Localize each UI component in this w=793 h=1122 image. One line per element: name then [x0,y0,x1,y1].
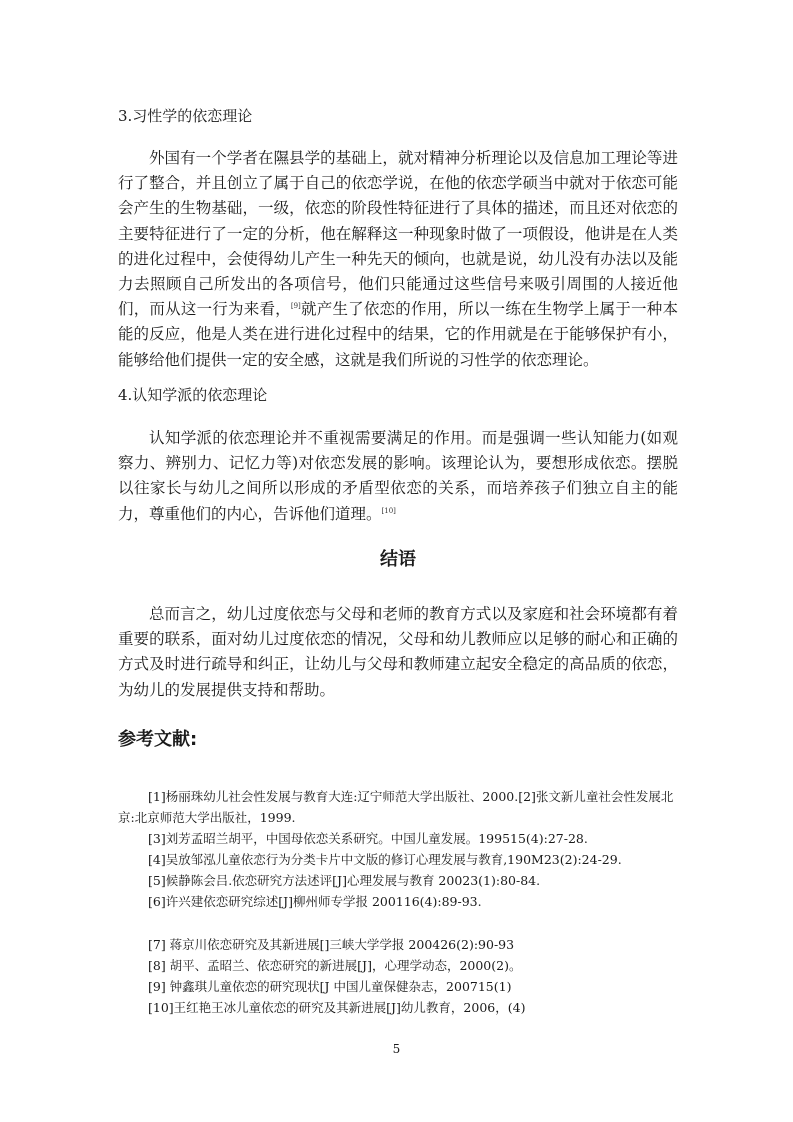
reference-item: [4]吴放邹泓儿童依恋行为分类卡片中文版的修订心理发展与教育,190M23(2):24-29. [148,852,622,867]
section-4-heading: 4.认知学派的依恋理论 [118,386,268,404]
conclusion-title: 结语 [380,549,416,570]
reference-item: [3]刘芳孟昭兰胡平，中国母依恋关系研究。中国儿童发展。199515(4):27-28. [148,831,588,846]
section-3-text-before: 外国有一个学者在隰县学的基础上，就对精神分析理论以及信息加工理论等进行了整合，并且创立了属于自己的依恋学说，在他的依恋学硕当中就对于依恋可能会产生的生物基础，一级，依恋的阶段性特征进行了具体的描述，而且还对依恋的主要特征进行了一定的分析，他在解释这一种现象时做了一项假设，他讲是在人类的进化过程中，会使得幼儿产生一种先天的倾向，也就是说，幼儿没有办法以及能力去照顾自己所发出的各项信号，他们只能通过这些信号来吸引周围的人接近他们，而从这一行为来看， [118,149,678,319]
section-3-text-after: 就产生了依恋的作用，所以一练在生物学上属于一种本能的反应，他是人类在进行进化过程中的结果，它的作用就是在于能够保护有小，能够给他们提供一定的安全感，这就是我们所说的习性学的依恋理论。 [118,300,678,369]
reference-item: [8] 胡平、孟昭兰、依恋研究的新进展[J]，心理学动态，2000(2)。 [148,958,522,973]
section-4-text: 认知学派的依恋理论并不重视需要满足的作用。而是强调一些认知能力(如观察力、辨别力、记忆力等)对依恋发展的影响。该理论认为，要想形成依恋。摆脱以往家长与幼儿之间所以形成的矛盾型依恋的关系，而培养孩子们独立自主的能力，尊重他们的内心，告诉他们道理。 [118,429,678,523]
citation-10: [10] [381,506,396,515]
references-title: 参考文献: [118,729,198,750]
section-3-heading: 3.习性学的依恋理论 [118,107,253,125]
conclusion-paragraph: 总而言之，幼儿过度依恋与父母和老师的教育方式以及家庭和社会环境都有着重要的联系，面对幼儿过度依恋的情况，父母和幼儿教师应以足够的耐心和正确的方式及时进行疏导和纠正，让幼儿与父母和教师建立起安全稳定的高品质的依恋，为幼儿的发展提供支持和帮助。 [118,605,678,699]
reference-item: [7] 蒋京川依恋研究及其新进展[]三峡大学学报 200426(2):90-93 [148,937,515,952]
section-4-paragraph [118,426,678,527]
reference-item: [1]杨丽珠幼儿社会性发展与教育大连:辽宁师范大学出版社、2000.[2]张文新儿童社会性发展北京:北京师范大学出版社，1999. [118,789,674,825]
section-3-paragraph [118,146,678,373]
reference-item: [10]王红艳王冰儿童依恋的研究及其新进展[J]幼儿教育，2006，(4) [148,1000,526,1015]
reference-item: [6]许兴建依恋研究综述[J]柳州师专学报 200116(4):89-93. [148,894,482,909]
citation-9: [9] [290,302,301,311]
page-number: 5 [392,1042,401,1056]
reference-item: [9] 钟鑫琪儿童依恋的研究现状[J 中国儿童保健杂志，200715(1) [148,979,512,994]
reference-item: [5]候静陈会吕.依恋研究方法述评[J]心理发展与教育 20023(1):80-84. [148,873,541,888]
references-list [118,786,678,1018]
